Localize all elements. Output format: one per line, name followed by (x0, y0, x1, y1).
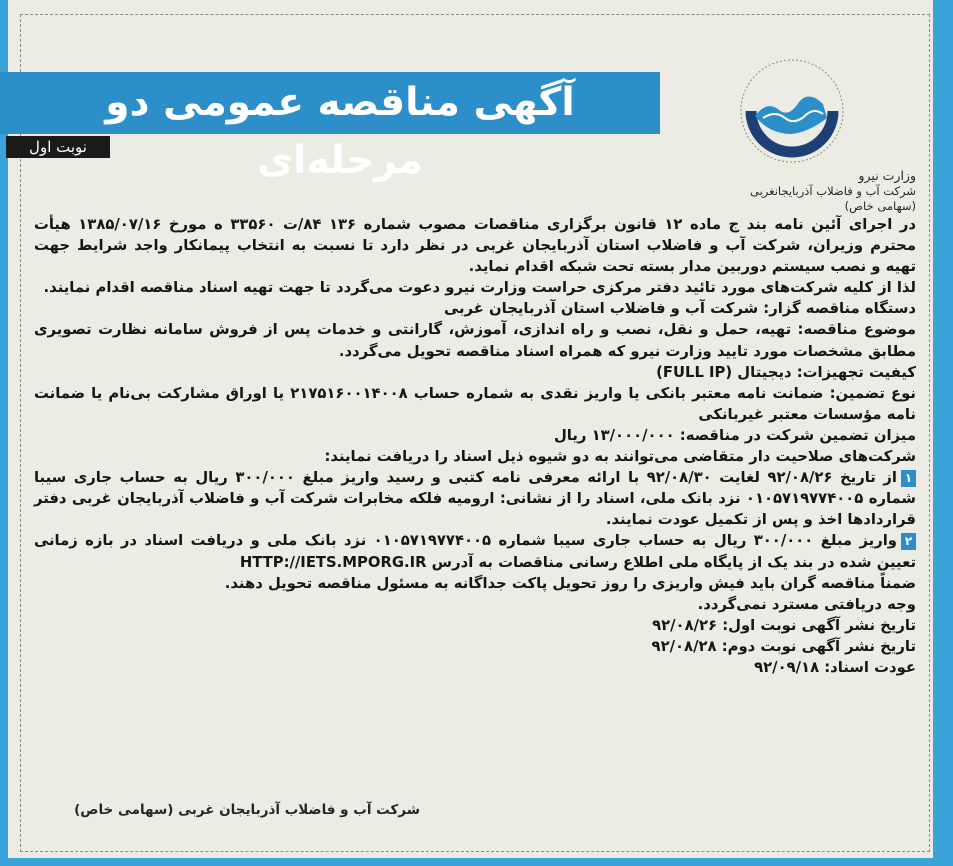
subject-paragraph: موضوع مناقصه: تهیه، حمل و نقل، نصب و راه اندازی، آموزش، گارانتی و خدمات پس از فروش سامانه نظارت تصویری مطابق مشخصات مورد تایید وزارت نیرو که همراه اسناد مناقصه تحویل می‌گردد. (34, 321, 916, 360)
method-2 (34, 530, 916, 572)
first-publish-date: تاریخ نشر آگهی نوبت اول: ۹۲/۰۸/۲۶ (652, 616, 916, 634)
bottom-blue-border (0, 858, 953, 866)
documents-return-date: عودت اسناد: ۹۲/۰۹/۱۸ (754, 658, 916, 676)
tenderer-line: دستگاه مناقصه گزار: شرکت آب و فاضلاب استان آذربایجان غربی (444, 300, 916, 318)
guarantee-type-paragraph: نوع تضمین: ضمانت نامه معتبر بانکی یا واریز نقدی به شماره حساب ۲۱۷۵۱۶۰۰۱۴۰۰۸ یا اوراق مشارکت بی‌نام یا ضمانت نامه مؤسسات معتبر غیربانکی (34, 384, 916, 423)
company-name: شرکت آب و فاضلاب آذربایجانغربی (750, 183, 916, 198)
method-1 (34, 467, 916, 530)
method-2-number: ۲ (901, 533, 916, 550)
org-header (686, 168, 916, 215)
eligible-line: شرکت‌های صلاحیت دار متقاضی می‌توانند به دو شیوه ذیل اسناد را دریافت نمایند: (324, 448, 916, 466)
company-type: (سهامی خاص) (844, 199, 916, 213)
announcement-body (34, 214, 916, 678)
intro-paragraph: در اجرای آئین نامه بند ج ماده ۱۲ قانون برگزاری مناقصات مصوب شماره ۱۳۶ ۸۴/ت ۳۳۵۶۰ ه مورخ ۱۳۸۵/۰۷/۱۶ هیأت محترم وزیران، شرکت آب و فاضلاب استان آذربایجان غربی در نظر دارد تا نسبت به انتخاب پیمانکار واجد شرایط جهت تهیه و نصب سیستم دوربین مدار بسته تحت شبکه اقدام نماید. (34, 216, 916, 276)
ministry-name: وزارت نیرو (858, 168, 916, 183)
method-2-text: واریز مبلغ ۳۰۰/۰۰۰ ریال به حساب جاری سیبا شماره ۰۱۰۵۷۱۹۷۷۴۰۰۵ نزد بانک ملی و دریافت اسناد در بازه زمانی تعیین شده در بند یک از پایگاه ملی اطلاع رسانی مناقصات به آدرس HTTP://IETS.MPORG.IR (34, 532, 916, 571)
page-title: آگهی مناقصه عمومی دو مرحله‌ای (105, 80, 575, 183)
guarantee-amount-line: میزان تضمین شرکت در مناقصه: ۱۳/۰۰۰/۰۰۰ ریال (553, 426, 916, 444)
method-1-text: از تاریخ ۹۲/۰۸/۲۶ لغایت ۹۲/۰۸/۳۰ با ارائه معرفی نامه کتبی و رسید واریز مبلغ ۳۰۰/۰۰۰ ریال به حساب جاری سیبا شماره ۰۱۰۵۷۱۹۷۷۴۰۰۵ نزد بانک ملی، اسناد را از نشانی: ارومیه فلکه مخابرات شرکت آب و فاضلاب آذربایجان غربی دفتر قراردادها اخذ و پس از تکمیل عودت نمایند. (34, 469, 916, 529)
invite-paragraph: لذا از کلیه شرکت‌های مورد تائید دفتر مرکزی حراست وزارت نیرو دعوت می‌گردد تا جهت تهیه اسناد مناقصه اقدام نمایند. (43, 279, 916, 297)
method-1-number: ۱ (901, 470, 916, 487)
footer-company: شرکت آب و فاضلاب آذربایجان غربی (سهامی خاص) (74, 802, 420, 818)
round-badge: نوبت اول (6, 136, 110, 158)
right-blue-border (933, 0, 953, 866)
water-wave-logo-icon (737, 56, 847, 166)
second-publish-date: تاریخ نشر آگهی نوبت دوم: ۹۲/۰۸/۲۸ (651, 637, 916, 655)
quality-line: کیفیت تجهیزات: دیجیتال (FULL IP) (656, 363, 916, 381)
note-line: ضمناً مناقصه گران باید فیش واریزی را روز تحویل پاکت جداگانه به مسئول مناقصه تحویل دهند. (224, 574, 916, 592)
non-refund-line: وجه دریافتی مسترد نمی‌گردد. (697, 595, 916, 613)
